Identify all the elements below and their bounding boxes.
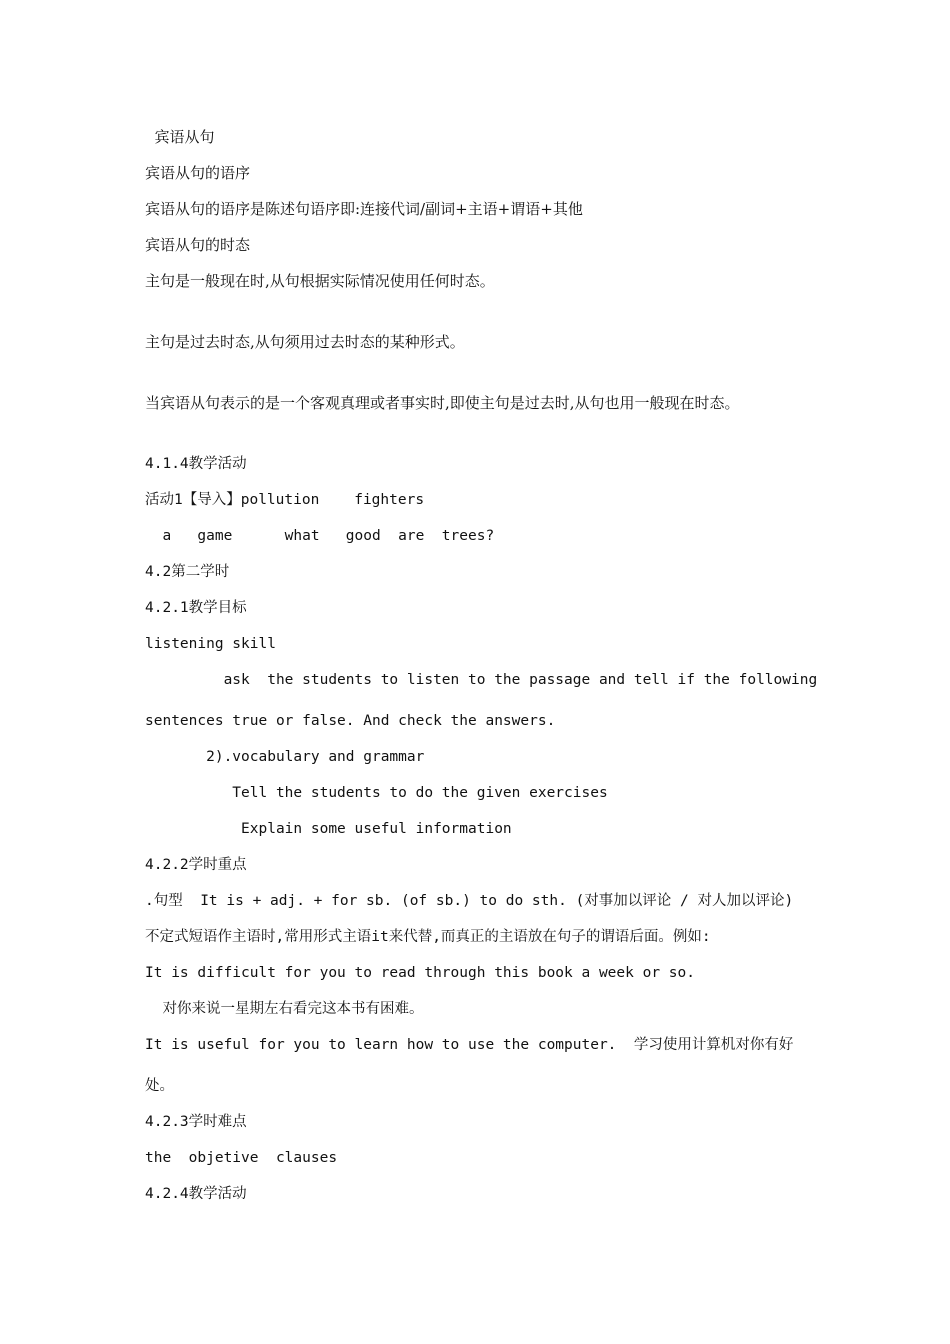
- infinitive-subject-rule: 不定式短语作主语时,常用形式主语it来代替,而真正的主语放在句子的谓语后面。例如:: [145, 929, 711, 945]
- heading-4-2: 4.2第二学时: [145, 564, 230, 580]
- activity-1-intro: 活动1【导入】pollution fighters: [145, 492, 425, 508]
- rule-present-tense: 主句是一般现在时,从句根据实际情况使用任何时态。: [145, 272, 495, 290]
- section-heading-object-clause: 宾语从句: [145, 128, 215, 146]
- paragraph-word-order: 宾语从句的语序是陈述句语序即:连接代词/副词+主语+谓语+其他: [145, 200, 583, 218]
- rule-objective-truth: 当宾语从句表示的是一个客观真理或者事实时,即使主句是过去时,从句也用一般现在时态。: [145, 394, 740, 412]
- example-sentence-2: It is useful for you to learn how to use the computer. 学习使用计算机对你有好: [145, 1037, 794, 1053]
- objective-exercises: Tell the students to do the given exercises: [145, 785, 608, 801]
- key-sentence-pattern: .句型 It is + adj. + for sb. (of sb.) to do sth. (对事加以评论 / 对人加以评论): [145, 893, 794, 909]
- heading-4-1-4: 4.1.4教学活动: [145, 456, 247, 472]
- heading-4-2-2: 4.2.2学时重点: [145, 857, 247, 873]
- objective-explain: Explain some useful information: [145, 821, 512, 837]
- objective-listening-skill: listening skill: [145, 636, 276, 652]
- difficulty-objective-clauses: the objetive clauses: [145, 1150, 338, 1166]
- example-sentence-2-cont: 处。: [145, 1078, 174, 1094]
- heading-4-2-1: 4.2.1教学目标: [145, 600, 247, 616]
- objective-vocabulary-grammar: 2).vocabulary and grammar: [145, 749, 425, 765]
- example-sentence-1: It is difficult for you to read through this book a week or so.: [145, 965, 695, 981]
- objective-listening-instruction: ask the students to listen to the passage and tell if the following: [145, 672, 818, 688]
- rule-past-tense: 主句是过去时态,从句须用过去时态的某种形式。: [145, 333, 465, 351]
- subheading-tense: 宾语从句的时态: [145, 236, 251, 254]
- heading-4-2-4: 4.2.4教学活动: [145, 1186, 247, 1202]
- objective-listening-instruction-cont: sentences true or false. And check the answers.: [145, 713, 556, 729]
- example-translation-1: 对你来说一星期左右看完这本书有困难。: [145, 1001, 424, 1017]
- activity-game-line: a game what good are trees?: [145, 528, 495, 544]
- subheading-word-order: 宾语从句的语序: [145, 164, 251, 182]
- heading-4-2-3: 4.2.3学时难点: [145, 1114, 247, 1130]
